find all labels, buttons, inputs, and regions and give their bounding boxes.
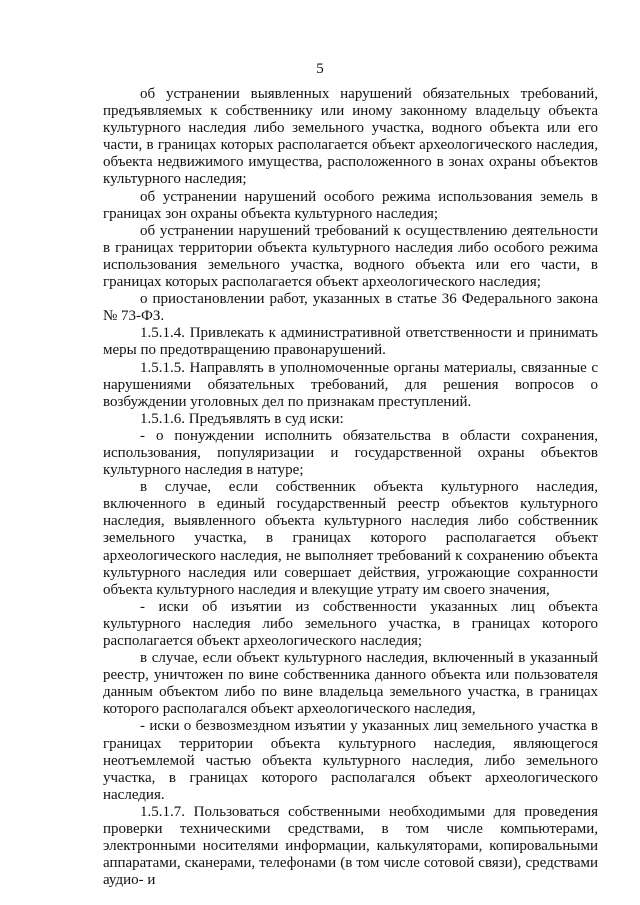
paragraph-owner-noncompliance-case: в случае, если собственник объекта культурного наследия, включенного в единый государственный реестр объектов культурного наследия, выявленного объекта культурного наследия либо собственник земельного участка, в границах которого располагается объект археологического наследия, не выполняет требований к сохранению объекта культурного наследия или совершает действия, угрожающие сохранности объекта культурного наследия и влекущие утрату им своего значения, <box>103 479 598 598</box>
paragraph-remedy-activity-requirements: об устранении нарушений требований к осуществлению деятельности в границах территории объекта культурного наследия либо особого режима использования земельного участка, водного объекта или его части, в границах которых располагается объект археологического наследия; <box>103 222 598 291</box>
clause-1-5-1-4: 1.5.1.4. Привлекать к административной ответственности и принимать меры по предотвращению правонарушений. <box>103 325 598 359</box>
clause-1-5-1-7: 1.5.1.7. Пользоваться собственными необходимыми для проведения проверки техническими средствами, в том числе компьютерами, электронными носителями информации, калькуляторами, копировальными аппаратами, сканерами, телефонами (в том числе сотовой связи), средствами аудио- и <box>103 803 598 889</box>
document-body <box>103 86 598 889</box>
paragraph-object-destroyed-case: в случае, если объект культурного наследия, включенный в указанный реестр, уничтожен по вине собственника данного объекта или пользователя данным объектом либо по вине владельца земельного участка, в границах которого располагался объект археологического наследия, <box>103 650 598 718</box>
clause-1-5-1-6: 1.5.1.6. Предъявлять в суд иски: <box>140 410 344 427</box>
lawsuit-item-compel-obligations: - о понуждении исполнить обязательства в области сохранения, использования, популяризации и государственной охраны объектов культурного наследия в натуре; <box>103 427 598 479</box>
paragraph-suspension-of-works: о приостановлении работ, указанных в статье 36 Федерального закона № 73-ФЗ. <box>103 291 598 325</box>
clause-1-5-1-5: 1.5.1.5. Направлять в уполномоченные органы материалы, связанные с нарушениями обязательных требований, для решения вопросов о возбуждении уголовных дел по признакам преступлений. <box>103 359 598 410</box>
paragraph-remedy-land-regime: об устранении нарушений особого режима использования земель в границах зон охраны объекта культурного наследия; <box>103 188 598 222</box>
page-number: 5 <box>316 61 324 77</box>
lawsuit-item-seizure: - иски об изъятии из собственности указанных лиц объекта культурного наследия либо земельного участка, в границах которого располагается объект археологического наследия; <box>103 598 598 649</box>
paragraph-remedy-violations-owner: об устранении выявленных нарушений обязательных требований, предъявляемых к собственнику или иному законному владельцу объекта культурного наследия либо земельного участка, водного объекта или его части, в границах которых располагается объект археологического наследия, объекта недвижимого имущества, расположенного в зонах охраны объектов культурного наследия; <box>103 86 598 188</box>
lawsuit-item-gratuitous-seizure: - иски о безвозмездном изъятии у указанных лиц земельного участка в границах территории объекта культурного наследия, являющегося неотъемлемой частью объекта культурного наследия, либо земельного участка, в границах которого располагался объект археологического наследия. <box>103 718 598 803</box>
